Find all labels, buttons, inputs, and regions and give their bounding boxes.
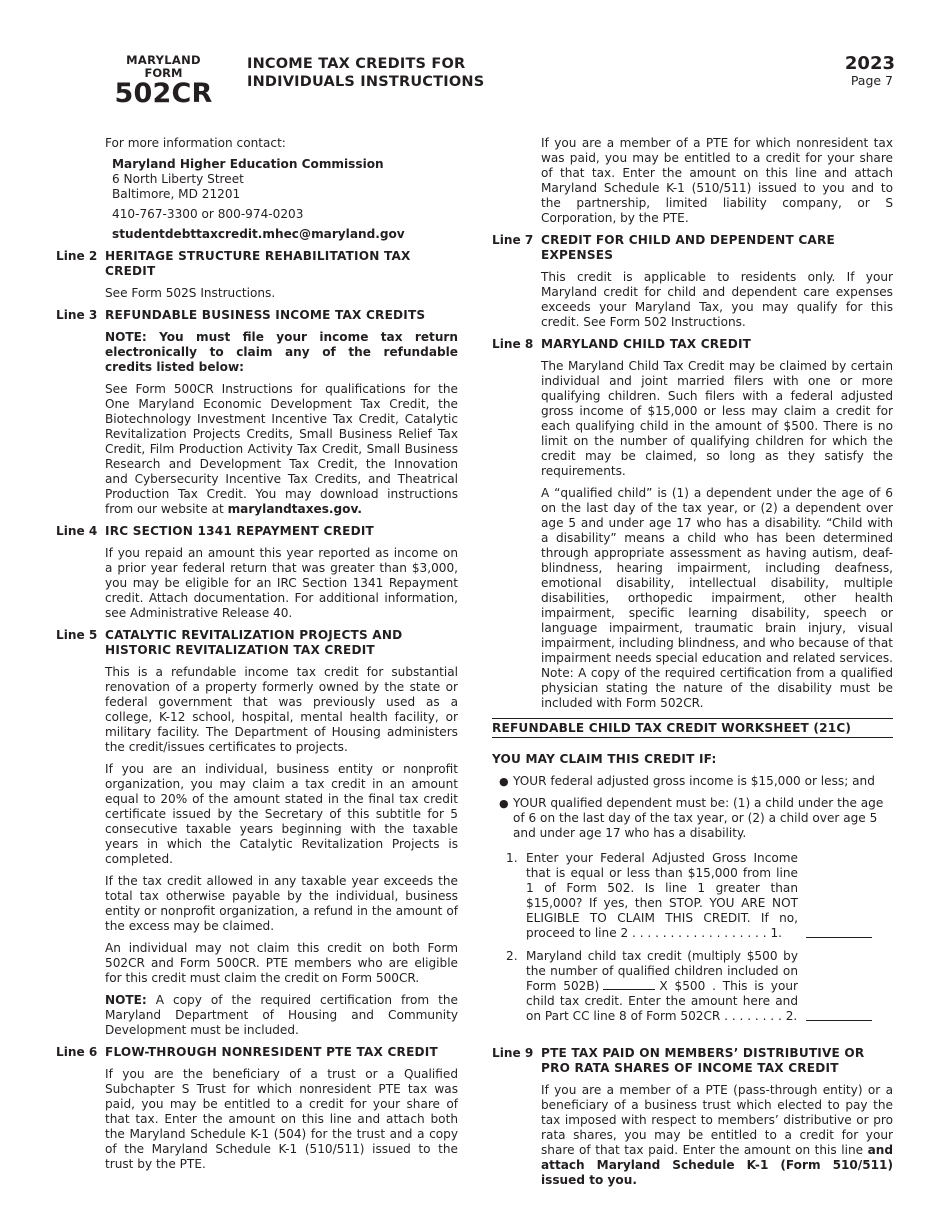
line-3-text	[105, 382, 458, 517]
list-item	[492, 774, 893, 789]
worksheet-line-text	[526, 851, 798, 941]
contact-intro: For more information contact:	[105, 136, 286, 150]
title-line-2: INDIVIDUALS INSTRUCTIONS	[247, 74, 485, 90]
worksheet-line-text	[526, 949, 798, 1024]
contact-address-2: Baltimore, MD 21201	[112, 187, 241, 201]
page-number: Page 7	[850, 73, 893, 88]
line-7-heading	[492, 233, 893, 263]
children-count-field[interactable]	[603, 989, 655, 990]
line-number: Line 8	[492, 337, 534, 351]
line-title: IRC SECTION 1341 REPAYMENT CREDIT	[105, 524, 374, 538]
worksheet-line-1-label: 1.	[770, 926, 782, 940]
line-4-heading	[56, 524, 458, 539]
worksheet-line-1-text: Enter your Federal Adjusted Gross Income that is equal or less than $15,000 from line 1 of Form 502. Is line 1 greater than $15,000? If yes, then STOP. YOU ARE NOT ELIGIBLE TO CLAIM THIS CREDIT. If no, proceed to line 2 . . . . . . . . . . . . . . . . . .	[526, 851, 798, 940]
title-line-1: INCOME TAX CREDITS FOR	[247, 56, 466, 72]
line-8-text-2: A “qualified child” is (1) a dependent under the age of 6 on the last day of the tax year, or (2) a dependent over age 5 and under age 17 who has a disability. “Child with a disability” means a child who has been determined through appropriate assessment as having autism, deaf-blindness, hearing impairment, including deafness, emotional disability, intellectual disability, multiple disabilities, orthopedic impairment, other health impairment, specific learning disability, speech or language impairment, traumatic brain injury, visual impairment, including blindness, and who because of that impairment needs special education and related services. Note: A copy of the required certification from a qualified physician stating the nature of the disability must be included with Form 502CR.	[541, 486, 893, 710]
bullet-icon: ●	[499, 797, 509, 810]
line-title: PTE TAX PAID ON MEMBERS’ DISTRIBUTIVE OR PRO RATA SHARES OF INCOME TAX CREDIT	[541, 1046, 865, 1075]
page-title	[247, 55, 484, 91]
line-title: FLOW-THROUGH NONRESIDENT PTE TAX CREDIT	[105, 1045, 438, 1059]
worksheet-line-number: 2.	[506, 949, 518, 963]
line-9-heading	[492, 1046, 893, 1076]
line-4-text: If you repaid an amount this year reported as income on a prior year federal return that was greater than $3,000, you may be eligible for an IRC Section 1341 Repayment credit. Attach documentation. For additional information, see Administrative Release 40.	[105, 546, 458, 620]
line-number: Line 4	[56, 524, 98, 538]
line-2-text: See Form 502S Instructions.	[105, 286, 276, 300]
website-text: marylandtaxes.gov.	[227, 502, 362, 516]
line-5-heading	[56, 628, 458, 658]
line-title: REFUNDABLE BUSINESS INCOME TAX CREDITS	[105, 308, 426, 322]
tax-year: 2023	[844, 53, 895, 74]
state-label: MARYLAND	[126, 53, 201, 67]
contact-block	[105, 136, 458, 242]
bullet-text: YOUR federal adjusted gross income is $15,000 or less; and	[513, 774, 875, 788]
worksheet-line-2-text-a: Maryland child tax credit (multiply $500 by the number of qualified children included on Form 502B)	[526, 949, 798, 993]
note-text: A copy of the required certification from the Maryland Department of Housing and Community Development must be included.	[105, 993, 458, 1037]
line-number: Line 3	[56, 308, 98, 322]
line-9-body: If you are a member of a PTE (pass-through entity) or a beneficiary of a business trust which elected to pay the tax imposed with respect to members’ distributive or pro rata shares, you may be entitled to a credit for your share of that tax paid. Enter the amount on this line	[541, 1083, 893, 1157]
line-number: Line 7	[492, 233, 534, 247]
bullet-text: YOUR qualified dependent must be: (1) a child under the age of 6 on the last day of the tax year, or (2) a child over age 5 and under age 17 who has a disability.	[513, 796, 884, 840]
form-id-block	[112, 54, 215, 109]
form-label: FORM	[144, 66, 183, 80]
line-8-text-1: The Maryland Child Tax Credit may be claimed by certain individual and joint married filers with one or more qualifying children. Such filers with a federal adjusted gross income of $15,000 or less may claim a credit for each qualifying child in the amount of $500. There is no limit on the number of qualifying children for which the credit may be claimed, so long as they satisfy the requirements.	[541, 359, 893, 478]
line-5-note	[105, 993, 458, 1038]
worksheet-line-number: 1.	[506, 851, 518, 865]
line-1-entry-field[interactable]	[806, 937, 872, 938]
list-item	[492, 796, 893, 841]
worksheet-line-2	[506, 949, 893, 1024]
form-number: 502CR	[114, 78, 213, 109]
line-8-heading	[492, 337, 893, 352]
line-6-text: If you are the beneficiary of a trust or a Qualified Subchapter S Trust for which nonresident PTE tax was paid, you may be entitled to a credit for your share of that tax. Enter the amount on this line and attach both the Maryland Schedule K-1 (504) for the trust and a copy of the Maryland Schedule K-1 (510/511) issued to the trust by the PTE.	[105, 1067, 458, 1171]
line-6-continued: If you are a member of a PTE for which nonresident tax was paid, you may be entitled to a credit for your share of that tax. Enter the amount on this line and attach Maryland Schedule K-1 (510/511) issued to you and to the partnership, limited liability company, or S Corporation, by the PTE.	[541, 136, 893, 225]
line-3-heading	[56, 308, 458, 323]
line-5-text-4: An individual may not claim this credit on both Form 502CR and Form 500CR. PTE members who are eligible for this credit must claim the credit on Form 500CR.	[105, 941, 458, 985]
claim-heading: YOU MAY CLAIM THIS CREDIT IF:	[492, 752, 717, 766]
line-2-heading	[56, 249, 458, 279]
line-7-text: This credit is applicable to residents only. If your Maryland credit for child and dependent care expenses exceeds your Maryland Tax, you may qualify for this credit. See Form 502 Instructions.	[541, 270, 893, 329]
contact-org: Maryland Higher Education Commission	[112, 157, 384, 171]
line-number: Line 9	[492, 1046, 534, 1060]
line-5-text-2: If you are an individual, business entity or nonprofit organization, you may claim a tax credit in an amount equal to 20% of the amount stated in the final tax credit certificate issued by the Secretary of this subtitle for 5 consecutive taxable years beginning with the taxable years in which the Catalytic Revitalization Projects is completed.	[105, 762, 458, 866]
line-3-body: See Form 500CR Instructions for qualifications for the One Maryland Economic Development Tax Credit, the Biotechnology Investment Incentive Tax Credit, Catalytic Revitalization Projects Credits, Small Business Relief Tax Credit, Film Production Activity Tax Credit, Small Business Research and Development Tax Credit, the Innovation and Cybersecurity Incentive Tax Credits, and Theatrical Production Tax Credit. You may download instructions from our website at	[105, 382, 458, 516]
line-number: Line 5	[56, 628, 98, 642]
line-title: MARYLAND CHILD TAX CREDIT	[541, 337, 752, 351]
line-number: Line 2	[56, 249, 98, 263]
line-5-text-3: If the tax credit allowed in any taxable year exceeds the total tax otherwise payable by the individual, business entity or nonprofit organization, a refund in the amount of the excess may be claimed.	[105, 874, 458, 933]
left-column	[56, 136, 458, 1179]
line-9-text	[541, 1083, 893, 1188]
contact-address-1: 6 North Liberty Street	[112, 172, 244, 186]
line-2-entry-field[interactable]	[806, 1020, 872, 1021]
line-title: HERITAGE STRUCTURE REHABILITATION TAX CREDIT	[105, 249, 411, 278]
worksheet-title: REFUNDABLE CHILD TAX CREDIT WORKSHEET (21C)	[492, 718, 893, 738]
worksheet-line-2-text-b: X $500 . This is your child tax credit. Enter the amount here and on Part CC line 8 of Form 502CR . . . . . . . .	[526, 979, 798, 1023]
line-title: CREDIT FOR CHILD AND DEPENDENT CARE EXPENSES	[541, 233, 835, 262]
contact-email: studentdebttaxcredit.mhec@maryland.gov	[112, 227, 405, 241]
worksheet-line-2-label: 2.	[785, 1009, 798, 1023]
worksheet-line-1	[506, 851, 893, 941]
line-3-note: NOTE: You must file your income tax return electronically to claim any of the refundable credits listed below:	[105, 330, 458, 374]
line-6-heading	[56, 1045, 458, 1060]
right-column	[492, 136, 893, 1195]
line-title: CATALYTIC REVITALIZATION PROJECTS AND HISTORIC REVITALIZATION TAX CREDIT	[105, 628, 403, 657]
line-number: Line 6	[56, 1045, 98, 1059]
contact-phone: 410-767-3300 or 800-974-0203	[112, 207, 304, 221]
note-label: NOTE:	[105, 993, 147, 1007]
line-9-bold-text: and attach Maryland Schedule K-1 (Form 510/511) issued to you.	[541, 1143, 893, 1187]
bullet-icon: ●	[499, 775, 509, 788]
line-5-text-1: This is a refundable income tax credit for substantial renovation of a property formerly owned by the state or federal government that was previously used as a college, K-12 school, hospital, mental health facility, or military facility. The Department of Housing administers the credit/issues certificates to projects.	[105, 665, 458, 754]
